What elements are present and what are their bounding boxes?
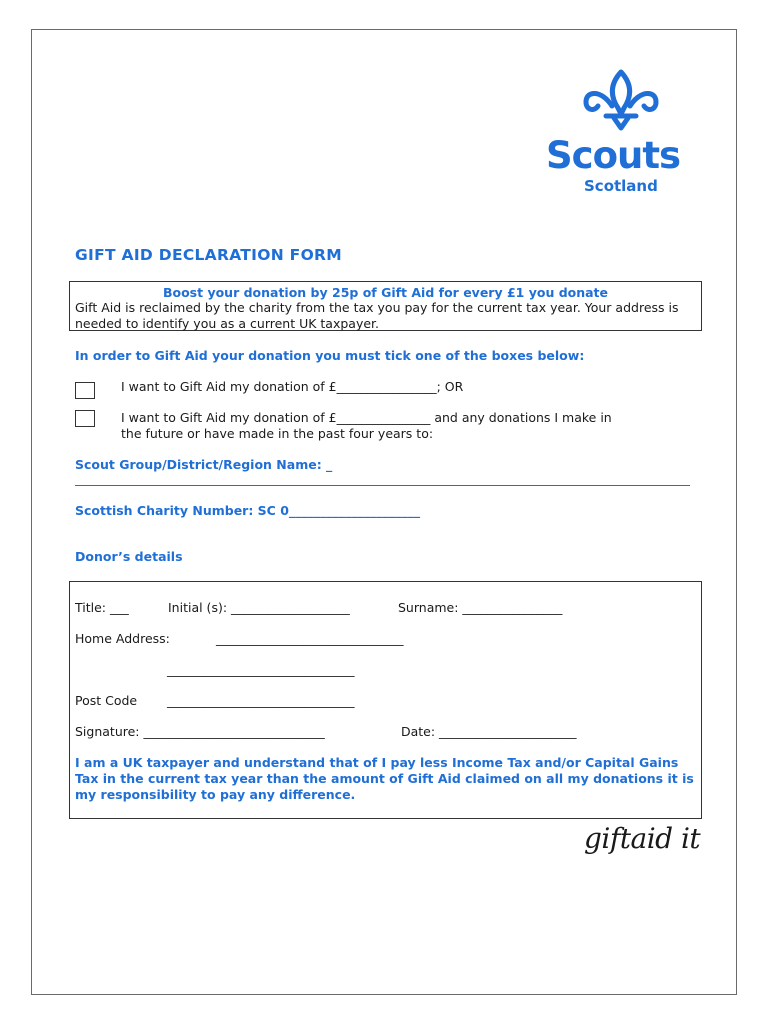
title-field[interactable]: Title: ___ xyxy=(75,600,129,615)
form-title: GIFT AID DECLARATION FORM xyxy=(75,246,343,264)
logo-region: Scotland xyxy=(584,177,658,195)
post-code-field[interactable]: ______________________________ xyxy=(167,693,355,708)
intro-text: Gift Aid is reclaimed by the charity from the tax you pay for the current tax year. Your address is needed to identify you as a current UK taxpayer. xyxy=(75,300,679,331)
taxpayer-declaration: I am a UK taxpayer and understand that of I pay less Income Tax and/or Capital Gains Tax in the current tax year than the amount of Gift Aid claimed on all my donations it is my responsibility to pay any difference. xyxy=(75,755,694,802)
option-ongoing-text-line2: the future or have made in the past four years to: xyxy=(121,426,434,441)
surname-field[interactable]: Surname: ________________ xyxy=(398,600,563,615)
gift-aid-single-checkbox[interactable] xyxy=(75,382,95,399)
logo-wordmark: Scouts xyxy=(546,134,681,177)
option-single-text: I want to Gift Aid my donation of £________________; OR xyxy=(121,379,464,394)
group-name-label: Scout Group/District/Region Name: _ xyxy=(75,457,333,472)
address-line-2-field[interactable]: ______________________________ xyxy=(167,662,355,677)
date-field[interactable]: Date: ______________________ xyxy=(401,724,577,739)
instruction-text: In order to Gift Aid your donation you must tick one of the boxes below: xyxy=(75,348,585,363)
post-code-label: Post Code xyxy=(75,693,138,708)
giftaid-logo: giftaid it xyxy=(584,822,701,855)
initial-field[interactable]: Initial (s): ___________________ xyxy=(168,600,350,615)
donor-heading: Donor’s details xyxy=(75,549,183,564)
intro-heading: Boost your donation by 25p of Gift Aid for every £1 you donate xyxy=(162,285,609,300)
charity-number-label: Scottish Charity Number: SC 0_____________________ xyxy=(75,503,421,518)
option-ongoing-text: I want to Gift Aid my donation of £_______________ and any donations I make in xyxy=(121,410,612,425)
address-line-1-field[interactable]: ______________________________ xyxy=(216,631,404,646)
gift-aid-ongoing-checkbox[interactable] xyxy=(75,410,95,427)
group-name-field[interactable] xyxy=(75,485,690,486)
signature-field[interactable]: Signature: _____________________________ xyxy=(75,724,325,739)
home-address-label: Home Address: xyxy=(75,631,170,646)
donor-details-box xyxy=(69,581,702,819)
intro-box xyxy=(69,281,702,331)
